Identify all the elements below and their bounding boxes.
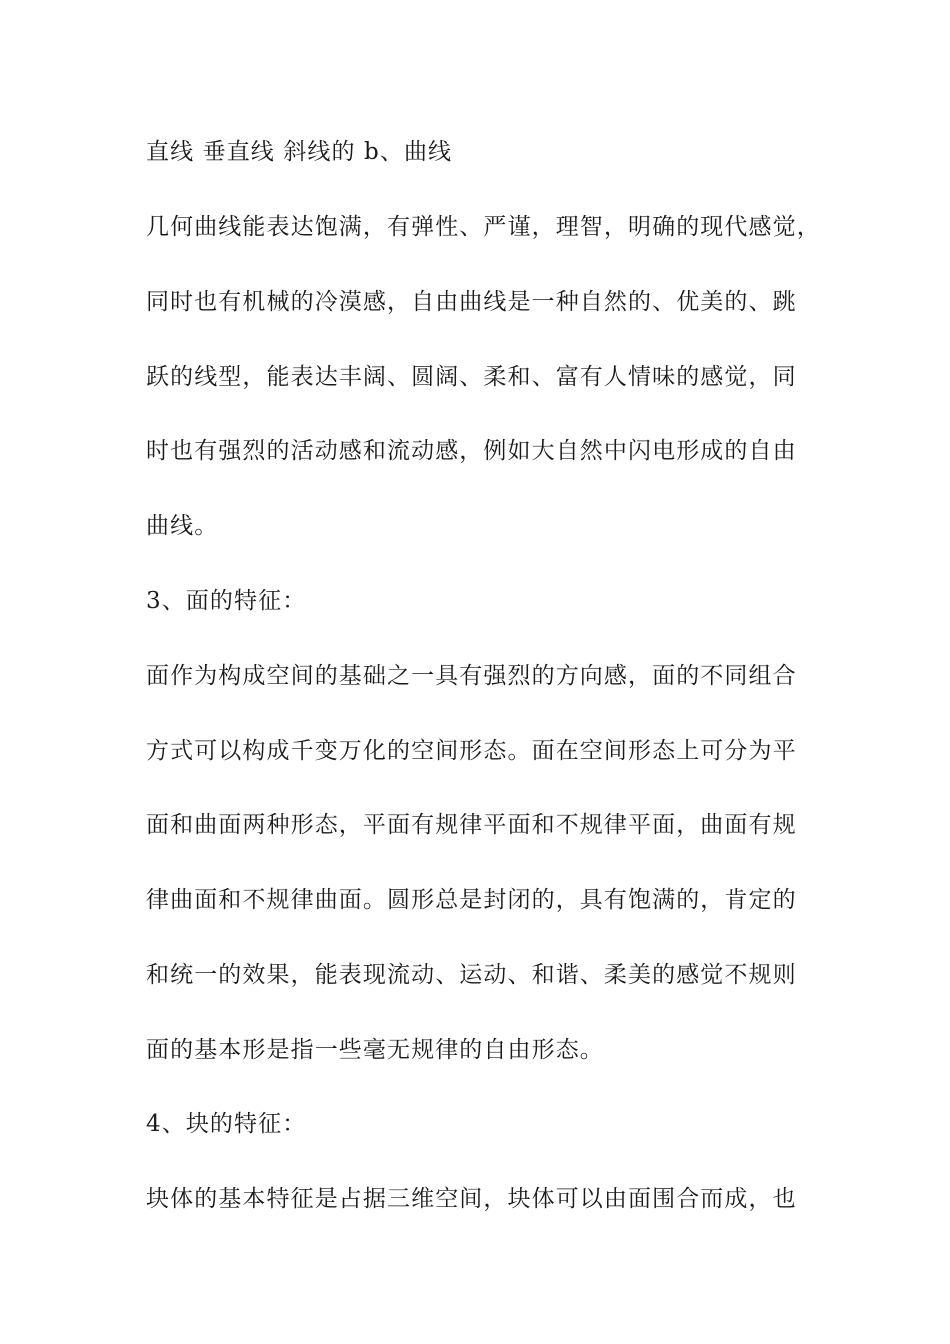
text-line-paragraph-3: 块体的基本特征是占据三维空间，块体可以由面围合而成，也 bbox=[146, 1186, 797, 1212]
text-line-paragraph-1: 几何曲线能表达饱满，有弹性、严谨，理智，明确的现代感觉， bbox=[146, 214, 821, 240]
section-heading-surface: 3、面的特征： bbox=[146, 588, 307, 614]
text-line-paragraph-2: 面作为构成空间的基础之一具有强烈的方向感，面的不同组合 bbox=[146, 663, 797, 689]
text-line-paragraph-1: 同时也有机械的冷漠感，自由曲线是一种自然的、优美的、跳 bbox=[146, 289, 797, 315]
text-line-paragraph-2: 面和曲面两种形态，平面有规律平面和不规律平面，曲面有规 bbox=[146, 812, 797, 838]
text-line-curve-types: 直线 垂直线 斜线的 b、曲线 bbox=[146, 139, 453, 165]
text-line-paragraph-1: 跃的线型，能表达丰阔、圆阔、柔和、富有人情味的感觉，同 bbox=[146, 364, 797, 390]
text-line-paragraph-2: 面的基本形是指一些毫无规律的自由形态。 bbox=[146, 1037, 604, 1063]
section-heading-block: 4、块的特征： bbox=[146, 1111, 307, 1137]
text-line-paragraph-2: 和统一的效果，能表现流动、运动、和谐、柔美的感觉不规则 bbox=[146, 962, 797, 988]
text-line-paragraph-2: 律曲面和不规律曲面。圆形总是封闭的，具有饱满的，肯定的 bbox=[146, 887, 797, 913]
text-line-paragraph-2: 方式可以构成千变万化的空间形态。面在空间形态上可分为平 bbox=[146, 738, 797, 764]
text-line-paragraph-1: 时也有强烈的活动感和流动感，例如大自然中闪电形成的自由 bbox=[146, 438, 797, 464]
text-line-paragraph-1: 曲线。 bbox=[146, 513, 219, 539]
